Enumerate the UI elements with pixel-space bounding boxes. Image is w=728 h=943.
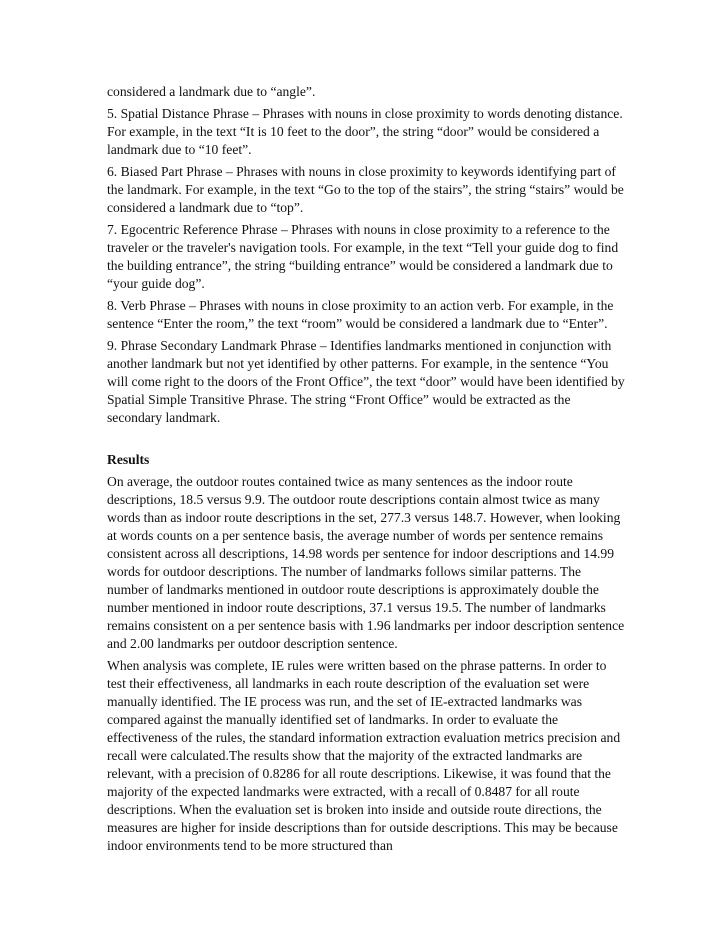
results-paragraph-1: On average, the outdoor routes contained twice as many sentences as the indoor route descriptions, 18.5 versus 9.9. The outdoor route descriptions contain almost twice as many words than as indoor route descriptions in the set, 277.3 versus 148.7. However, when looking at words counts on a per sentence basis, the average number of words per sentence remains consistent across all descriptions, 14.98 words per sentence for indoor descriptions and 14.99 words for outdoor descriptions. The number of landmarks follows similar patterns. The number of landmarks mentioned in outdoor route descriptions is approximately double the number mentioned in indoor route descriptions, 37.1 versus 19.5. The number of landmarks remains consistent on a per sentence basis with 1.96 landmarks per indoor description sentence and 2.00 landmarks per outdoor description sentence. bbox=[107, 474, 625, 651]
pattern-5-paragraph: 5. Spatial Distance Phrase – Phrases with nouns in close proximity to words denoting distance. For example, in the text “It is 10 feet to the door”, the string “door” would be considered a landmark due to “10 feet”. bbox=[107, 106, 623, 157]
continuation-paragraph: considered a landmark due to “angle”. bbox=[107, 84, 316, 99]
pattern-7-paragraph: 7. Egocentric Reference Phrase – Phrases with nouns in close proximity to a reference to the traveler or the traveler's navigation tools. For example, in the text “Tell your guide dog to find the building entrance”, the string “building entrance” would be considered a landmark due to “your guide dog”. bbox=[107, 222, 619, 291]
pattern-6-paragraph: 6. Biased Part Phrase – Phrases with nouns in close proximity to keywords identifying part of the landmark. For example, in the text “Go to the top of the stairs”, the string “stairs” would be considered a landmark due to “top”. bbox=[107, 164, 624, 215]
pattern-9-paragraph: 9. Phrase Secondary Landmark Phrase – Identifies landmarks mentioned in conjunction with another landmark but not yet identified by other patterns. For example, in the sentence “You will come right to the doors of the Front Office”, the text “door” would have been identified by Spatial Simple Transitive Phrase. The string “Front Office” would be extracted as the secondary landmark. bbox=[107, 338, 625, 425]
document-page bbox=[107, 83, 625, 859]
results-heading: Results bbox=[107, 452, 150, 467]
pattern-8-paragraph: 8. Verb Phrase – Phrases with nouns in close proximity to an action verb. For example, in the sentence “Enter the room,” the text “room” would be considered a landmark due to “Enter”. bbox=[107, 298, 614, 331]
section-spacer bbox=[107, 431, 625, 451]
results-paragraph-2: When analysis was complete, IE rules were written based on the phrase patterns. In order to test their effectiveness, all landmarks in each route description of the evaluation set were manually identified. The IE process was run, and the set of IE-extracted landmarks was compared against the manually identified set of landmarks. In order to evaluate the effectiveness of the rules, the standard information extraction evaluation metrics precision and recall were calculated.The results show that the majority of the extracted landmarks are relevant, with a precision of 0.8286 for all route descriptions. Likewise, it was found that the majority of the expected landmarks were extracted, with a recall of 0.8487 for all route descriptions. When the evaluation set is broken into inside and outside route directions, the measures are higher for inside descriptions than for outside descriptions. This may be because indoor environments tend to be more structured than bbox=[107, 658, 621, 853]
